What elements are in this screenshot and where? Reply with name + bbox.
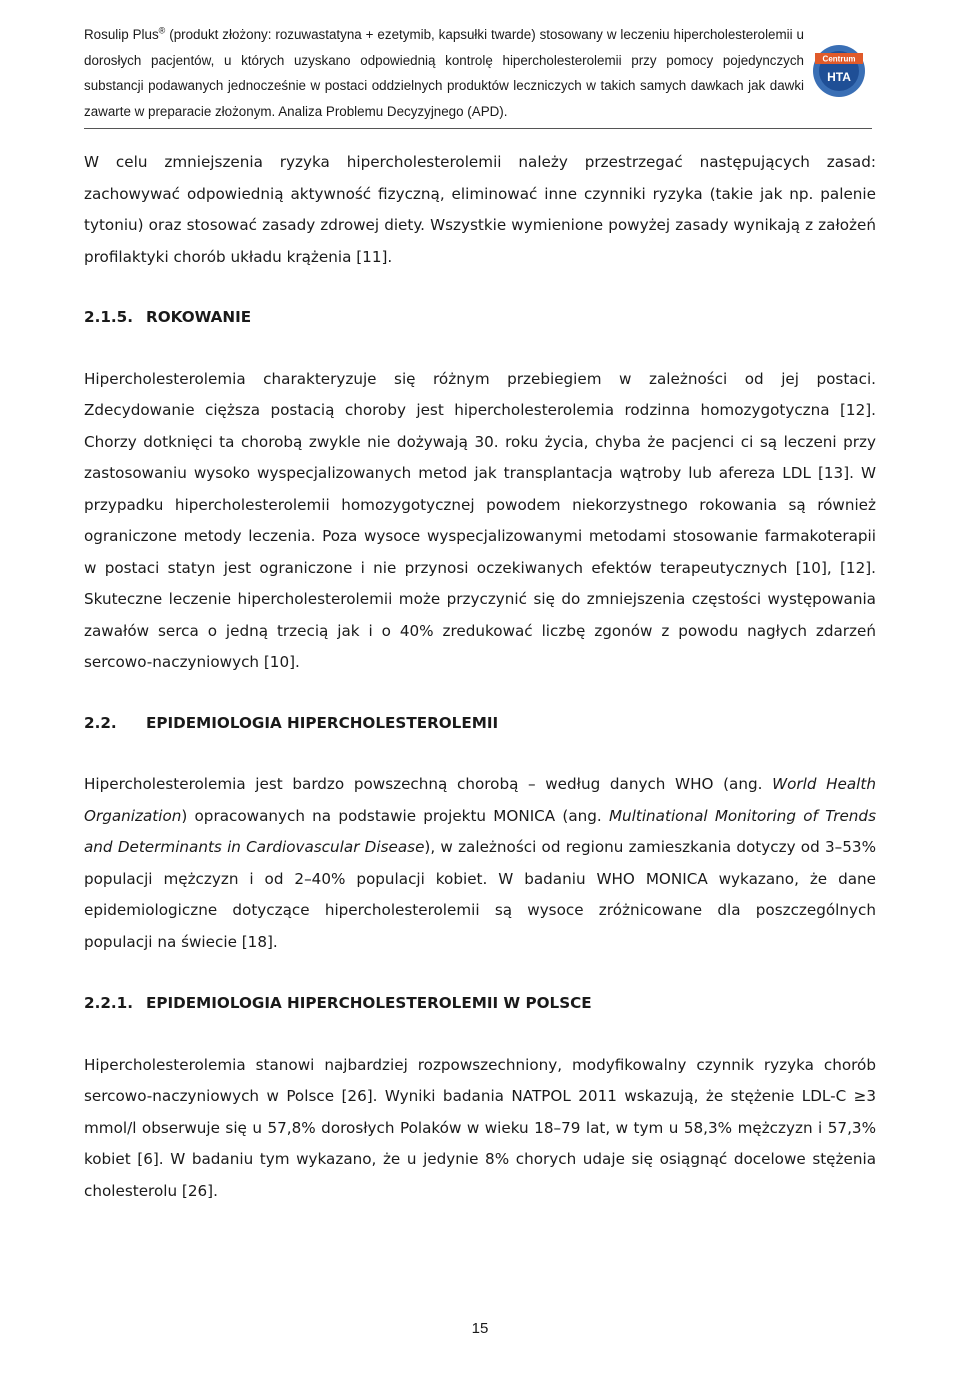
section-number: 2.2.1. <box>84 994 134 1012</box>
prognosis-paragraph: Hipercholesterolemia charakteryzuje się różnym przebiegiem w zależności od jej postaci. Zdecydowanie cięższa postacią choroby jest hipercholesterolemia rodzinna homozygotyczna [12]. Chorzy dotknięci ta chorobą zwykle nie dożywają 30. roku życia, chyba że pacjenci ci są leczeni przy zastosowaniu wysoko wyspecjalizowanych metod jak transplantacja wątroby lub afereza LDL [13]. W przypadku hipercholesterolemii homozygotycznej powodem niekorzystnego rokowania są również ograniczone metody leczenia. Poza wysoce wyspecjalizowanymi metodami stosowanie farmakoterapii w postaci statyn jest ograniczone i nie przynosi oczekiwanych efektów terapeutycznych [10], [12]. Skuteczne leczenie hipercholesterolemii może przyczynić się do zmniejszenia częstości występowania zawałów serca o jedną trzecią jak i o 40% zredukować liczbę zgonów z powodu nagłych zdarzeń sercowo-naczyniowych [10]. <box>84 369 876 671</box>
logo-text-top: Centrum <box>822 54 856 64</box>
section-heading-2-2 <box>84 708 876 740</box>
header-text-start: Rosulip Plus <box>84 27 159 42</box>
registered-mark: ® <box>158 25 166 36</box>
page-content <box>84 147 876 1207</box>
header-text-rest: (produkt złożony: rozuwastatyna + ezetymib, kapsułki twarde) stosowany w leczeniu hipercholesterolemii u dorosłych pacjentów, u których uzyskano odpowiednią kontrolę hipercholesterolemii przy pomocy pojedynczych substancji podawanych jednocześnie w postaci oddzielnych produktów leczniczych w takich samych dawkach jak dawki zawarte w preparacie złożonym. Analiza Problemu Decyzyjnego (APD). <box>84 27 804 119</box>
section-heading-2-1-5 <box>84 302 876 334</box>
epidemiology-paragraph <box>84 769 876 958</box>
section-heading-2-2-1 <box>84 988 876 1020</box>
spacer <box>84 679 876 708</box>
epidemiology-italic-1: World Health Organization <box>84 775 876 825</box>
running-header <box>84 22 804 124</box>
header-divider <box>84 128 872 129</box>
centrum-hta-logo-icon <box>812 44 866 98</box>
spacer <box>84 1020 876 1050</box>
poland-epidemiology-paragraph: Hipercholesterolemia stanowi najbardziej rozpowszechniony, modyfikowalny czynnik ryzyka chorób sercowo-naczyniowych w Polsce [26]. Wyniki badania NATPOL 2011 wskazują, że stężenie LDL-C ≥3 mmol/l obserwuje się u 57,8% dorosłych Polaków w wieku 18–79 lat, w tym u 58,3% mężczyzn i 57,3% kobiet [6]. W badaniu tym wykazano, że u jedynie 8% chorych udaje się osiągnąć docelowe stężenia cholesterolu [26]. <box>84 1055 876 1200</box>
spacer <box>84 273 876 302</box>
spacer <box>84 958 876 988</box>
section-title: ROKOWANIE <box>146 308 252 326</box>
section-number: 2.1.5. <box>84 308 134 326</box>
section-number: 2.2. <box>84 713 117 732</box>
spacer <box>84 739 876 769</box>
logo-text-bottom: HTA <box>827 70 851 84</box>
page-number: 15 <box>471 1320 489 1337</box>
spacer <box>84 334 876 364</box>
epidemiology-italic-2: Multinational Monitoring of Trends and Determinants in Cardiovascular Disease <box>84 806 876 856</box>
intro-paragraph: W celu zmniejszenia ryzyka hipercholesterolemii należy przestrzegać następujących zasad: zachowywać odpowiednią aktywność fizyczną, eliminować inne czynniki ryzyka (takie jak np. palenie tytoniu) oraz stosować zasady zdrowej diety. Wszystkie wymienione powyżej zasady wynikają z założeń profilaktyki chorób układu krążenia [11]. <box>84 153 876 266</box>
epidemiology-text-3: ), w zależności od regionu zamieszkania dotyczy od 3–53% populacji mężczyzn i od 2–40% populacji kobiet. W badaniu WHO MONICA wykazano, że dane epidemiologiczne dotyczące hipercholesterolemii są wysoce zróżnicowane dla poszczególnych populacji na świecie [18]. <box>84 838 876 951</box>
epidemiology-text-2: ) opracowanych na podstawie projektu MONICA (ang. <box>181 806 609 825</box>
section-title: EPIDEMIOLOGIA HIPERCHOLESTEROLEMII <box>146 713 499 732</box>
section-title: EPIDEMIOLOGIA HIPERCHOLESTEROLEMII W POLSCE <box>146 994 592 1012</box>
epidemiology-text-1: Hipercholesterolemia jest bardzo powszechną chorobą – według danych WHO (ang. <box>84 775 773 793</box>
